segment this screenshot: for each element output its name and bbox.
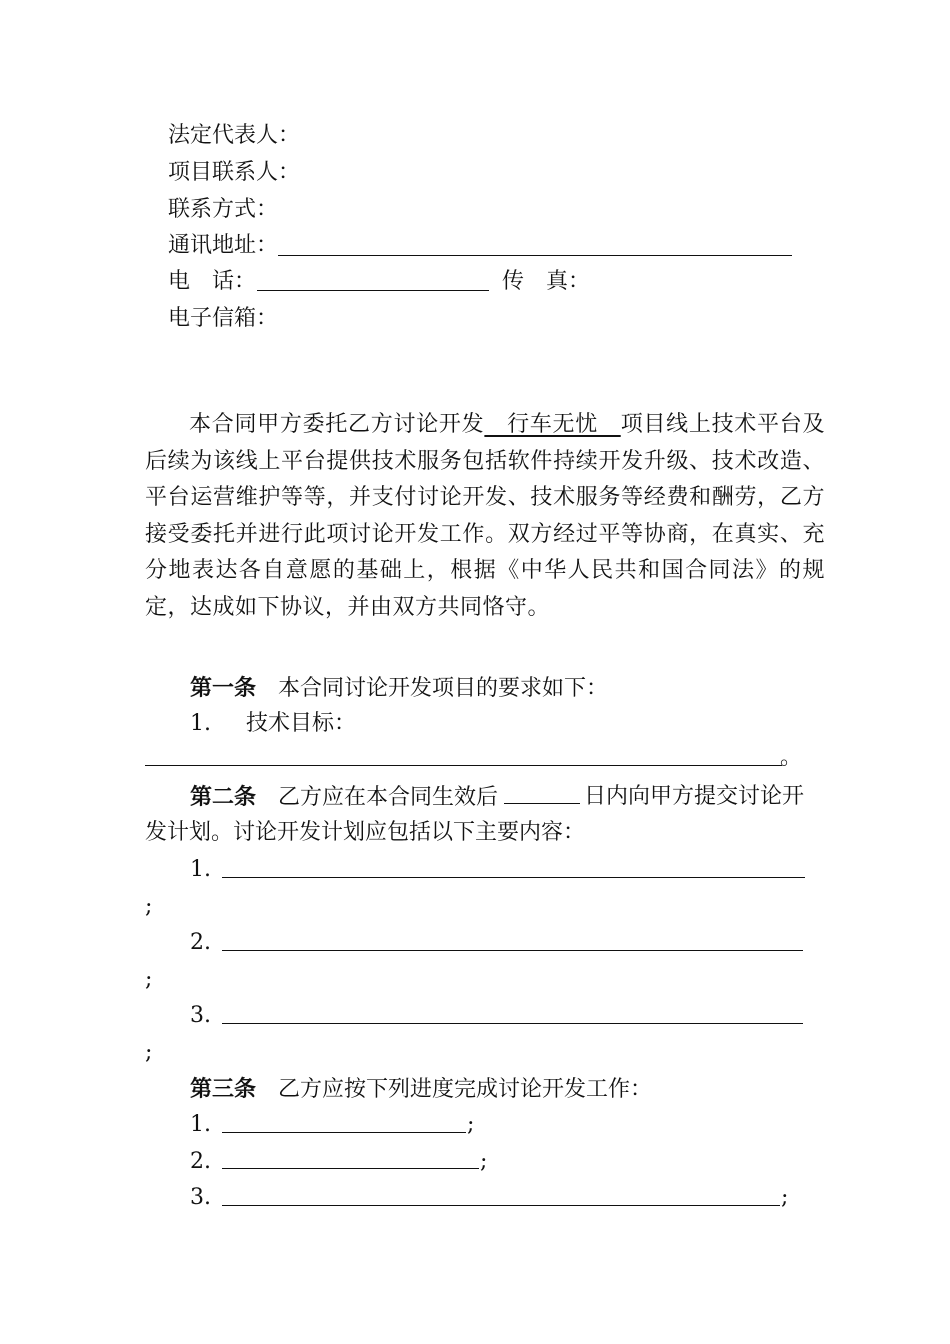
- article3-item3-num: 3.: [190, 1185, 211, 1210]
- fax-label: 传 真：: [502, 269, 591, 294]
- article3-heading: [190, 1077, 652, 1102]
- phone-blank[interactable]: [257, 290, 489, 291]
- article1-text: 本合同讨论开发项目的要求如下：: [278, 676, 609, 701]
- legal-rep-label: 法定代表人：: [168, 123, 301, 148]
- article3-item2-end: ;: [480, 1149, 488, 1174]
- article1-item1-num: 1.: [190, 711, 211, 736]
- days-blank[interactable]: [504, 803, 580, 804]
- address-blank[interactable]: [278, 255, 792, 256]
- article2-text-a: 乙方应在本合同生效后: [278, 785, 499, 810]
- article2-item1-end: ;: [145, 894, 153, 919]
- intro-text-2: 项目线上技术平台及后续为该线上平台提供技术服务包括软件持续开发升级、技术改造、平台运营维护等等，并支付讨论开发、技术服务等经费和酬劳，乙方接受委托并进行此项讨论开发工作。双方经过平等协商，在真实、充分地表达各自意愿的基础上，根据《中华人民共和国合同法》的规定，达成如下协议，并由双方共同恪守。: [145, 412, 825, 620]
- contact-method-label: 联系方式：: [168, 197, 279, 222]
- article2-item3-num: 3.: [190, 1003, 211, 1028]
- intro-text-1: 本合同甲方委托乙方讨论开发: [189, 412, 485, 437]
- article2-title: 第二条: [190, 784, 257, 810]
- tech-goal-end-mark: 。: [780, 745, 803, 770]
- article3-item3-end: ;: [781, 1185, 789, 1210]
- article2-item3-end: ;: [145, 1040, 153, 1065]
- article3-item1-end: ;: [467, 1112, 475, 1137]
- article2-item2-blank[interactable]: [222, 950, 803, 951]
- article3-item3-blank[interactable]: [222, 1205, 780, 1206]
- article1-title: 第一条: [190, 675, 257, 701]
- article2-text-c: 发计划。讨论开发计划应包括以下主要内容：: [145, 820, 586, 845]
- article1-heading: [190, 676, 608, 701]
- article3-item1-num: 1.: [190, 1112, 211, 1137]
- contact-person-label: 项目联系人：: [168, 160, 301, 185]
- article2-heading: [190, 785, 498, 810]
- article3-title: 第三条: [190, 1076, 257, 1102]
- article1-item1-label: 技术目标：: [246, 711, 357, 736]
- phone-label: 电 话：: [168, 269, 257, 294]
- tech-goal-blank[interactable]: [145, 765, 782, 766]
- article2-item1-blank[interactable]: [222, 877, 805, 878]
- article2-item2-end: ;: [145, 967, 153, 992]
- intro-paragraph: [145, 407, 825, 626]
- article2-item3-blank[interactable]: [222, 1023, 803, 1024]
- article3-text: 乙方应按下列进度完成讨论开发工作：: [278, 1077, 653, 1102]
- article3-item1-blank[interactable]: [222, 1132, 466, 1133]
- article2-text-b: 日内向甲方提交讨论开: [584, 784, 805, 809]
- article2-item1-num: 1.: [190, 857, 211, 882]
- address-label: 通讯地址：: [168, 233, 279, 258]
- email-label: 电子信箱：: [168, 306, 279, 331]
- article2-item2-num: 2.: [190, 930, 211, 955]
- article3-item2-blank[interactable]: [222, 1168, 479, 1169]
- article3-item2-num: 2.: [190, 1149, 211, 1174]
- project-name[interactable]: 行车无忧: [484, 412, 621, 437]
